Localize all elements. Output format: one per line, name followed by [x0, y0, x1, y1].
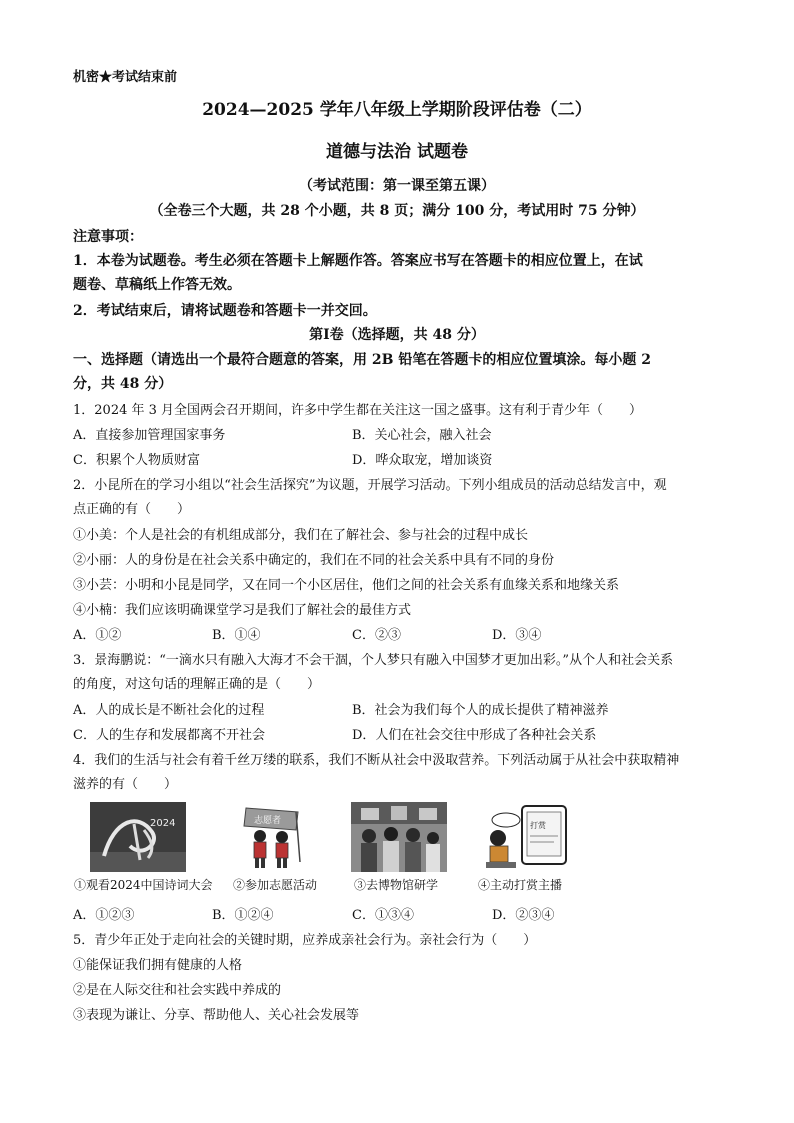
q2-statement-3: ③小芸：小明和小昆是同学，又在同一个小区居住，他们之间的社会关系有血缘关系和地缘关系 — [73, 578, 620, 593]
picture-3-caption: ③去博物馆研学 — [354, 878, 439, 892]
q5-statement-3: ③表现为谦让、分享、帮助他人、关心社会发展等 — [73, 1008, 360, 1023]
picture-1-caption: ①观看2024中国诗词大会 — [74, 878, 213, 892]
q2-option-a: A．①② — [73, 628, 122, 643]
q2-stem-line-1: 2．小昆所在的学习小组以“社会生活探究”为议题，开展学习活动。下列小组成员的活动总结发言中，观 — [73, 478, 667, 493]
q3-option-b: B．社会为我们每个人的成长提供了精神滋养 — [352, 703, 609, 718]
q3-option-d: D．人们在社会交往中形成了各种社会关系 — [352, 728, 597, 743]
poetry-conference-image — [90, 802, 186, 872]
volunteers-image — [226, 802, 322, 872]
note-1-line-2: 题卷、草稿纸上作答无效。 — [73, 277, 241, 293]
q2-option-d: D．③④ — [492, 628, 542, 643]
q4-option-c: C．①③④ — [352, 908, 414, 923]
q3-stem-line-1: 3．景海鹏说：“一滴水只有融入大海才不会干涸，个人梦只有融入中国梦才更加出彩。”从个人和社会关系 — [73, 653, 674, 668]
note-1-line-1: 1．本卷为试题卷。考生必须在答题卡上解题作答。答案应书写在答题卡的相应位置上，在试 — [73, 253, 643, 269]
q1-option-c: C．积累个人物质财富 — [73, 453, 200, 468]
note-2: 2．考试结束后，请将试题卷和答题卡一并交回。 — [73, 303, 377, 319]
exam-scope: （考试范围：第一课至第五课） — [299, 178, 495, 194]
q2-statement-2: ②小丽：人的身份是在社会关系中确定的，我们在不同的社会关系中具有不同的身份 — [73, 553, 555, 568]
q1-option-b: B．关心社会，融入社会 — [352, 428, 492, 443]
q1-stem: 1．2024 年 3 月全国两会召开期间，许多中学生都在关注这一国之盛事。这有利于青少年（ ） — [73, 403, 643, 418]
q2-stem-line-2: 点正确的有（ ） — [73, 502, 191, 517]
picture-4-caption: ④主动打赏主播 — [478, 878, 563, 892]
tipping-screen-text: 打赏 — [530, 821, 546, 830]
poetry-year-overlay: 2024 — [150, 818, 176, 829]
q4-option-a: A．①②③ — [73, 908, 135, 923]
q4-option-b: B．①②④ — [212, 908, 274, 923]
confidential-label: 机密★考试结束前 — [73, 70, 178, 85]
q2-option-c: C．②③ — [352, 628, 401, 643]
q5-statement-2: ②是在人际交往和社会实践中养成的 — [73, 983, 282, 998]
exam-subtitle: 道德与法治 试题卷 — [326, 142, 468, 162]
q2-statement-4: ④小楠：我们应该明确课堂学习是我们了解社会的最佳方式 — [73, 603, 412, 618]
section-instruction-line-1: 一、选择题（请选出一个最符合题意的答案，用 2B 铅笔在答题卡的相应位置填涂。每小题 2 — [73, 352, 651, 368]
q3-stem-line-2: 的角度，对这句话的理解正确的是（ ） — [73, 677, 321, 692]
exam-title: 2024—2025 学年八年级上学期阶段评估卷（二） — [202, 100, 592, 120]
part1-title: 第Ⅰ卷（选择题，共 48 分） — [309, 327, 485, 343]
picture-2-caption: ②参加志愿活动 — [233, 878, 318, 892]
q4-stem-line-2: 滋养的有（ ） — [73, 777, 178, 792]
q3-option-a: A．人的成长是不断社会化的过程 — [73, 703, 265, 718]
notes-heading: 注意事项： — [73, 229, 143, 245]
q5-stem: 5．青少年正处于走向社会的关键时期，应养成亲社会行为。亲社会行为（ ） — [73, 933, 537, 948]
q2-statement-1: ①小美：个人是社会的有机组成部分，我们在了解社会、参与社会的过程中成长 — [73, 528, 529, 543]
q1-option-a: A．直接参加管理国家事务 — [73, 428, 226, 443]
q5-statement-1: ①能保证我们拥有健康的人格 — [73, 958, 243, 973]
exam-info: （全卷三个大题，共 28 个小题，共 8 页；满分 100 分，考试用时 75 分钟） — [149, 203, 645, 219]
section-instruction-line-2: 分，共 48 分） — [73, 376, 173, 392]
q1-option-d: D．哗众取宠，增加谈资 — [352, 453, 493, 468]
volunteer-flag-text: 志愿者 — [254, 816, 282, 826]
q4-stem-line-1: 4．我们的生活与社会有着千丝万缕的联系，我们不断从社会中汲取营养。下列活动属于从社会中获取精神 — [73, 753, 680, 768]
streamer-tipping-image — [478, 802, 574, 872]
q3-option-c: C．人的生存和发展都离不开社会 — [73, 728, 265, 743]
q2-option-b: B．①④ — [212, 628, 261, 643]
q4-option-d: D．②③④ — [492, 908, 555, 923]
museum-study-image — [351, 802, 447, 872]
